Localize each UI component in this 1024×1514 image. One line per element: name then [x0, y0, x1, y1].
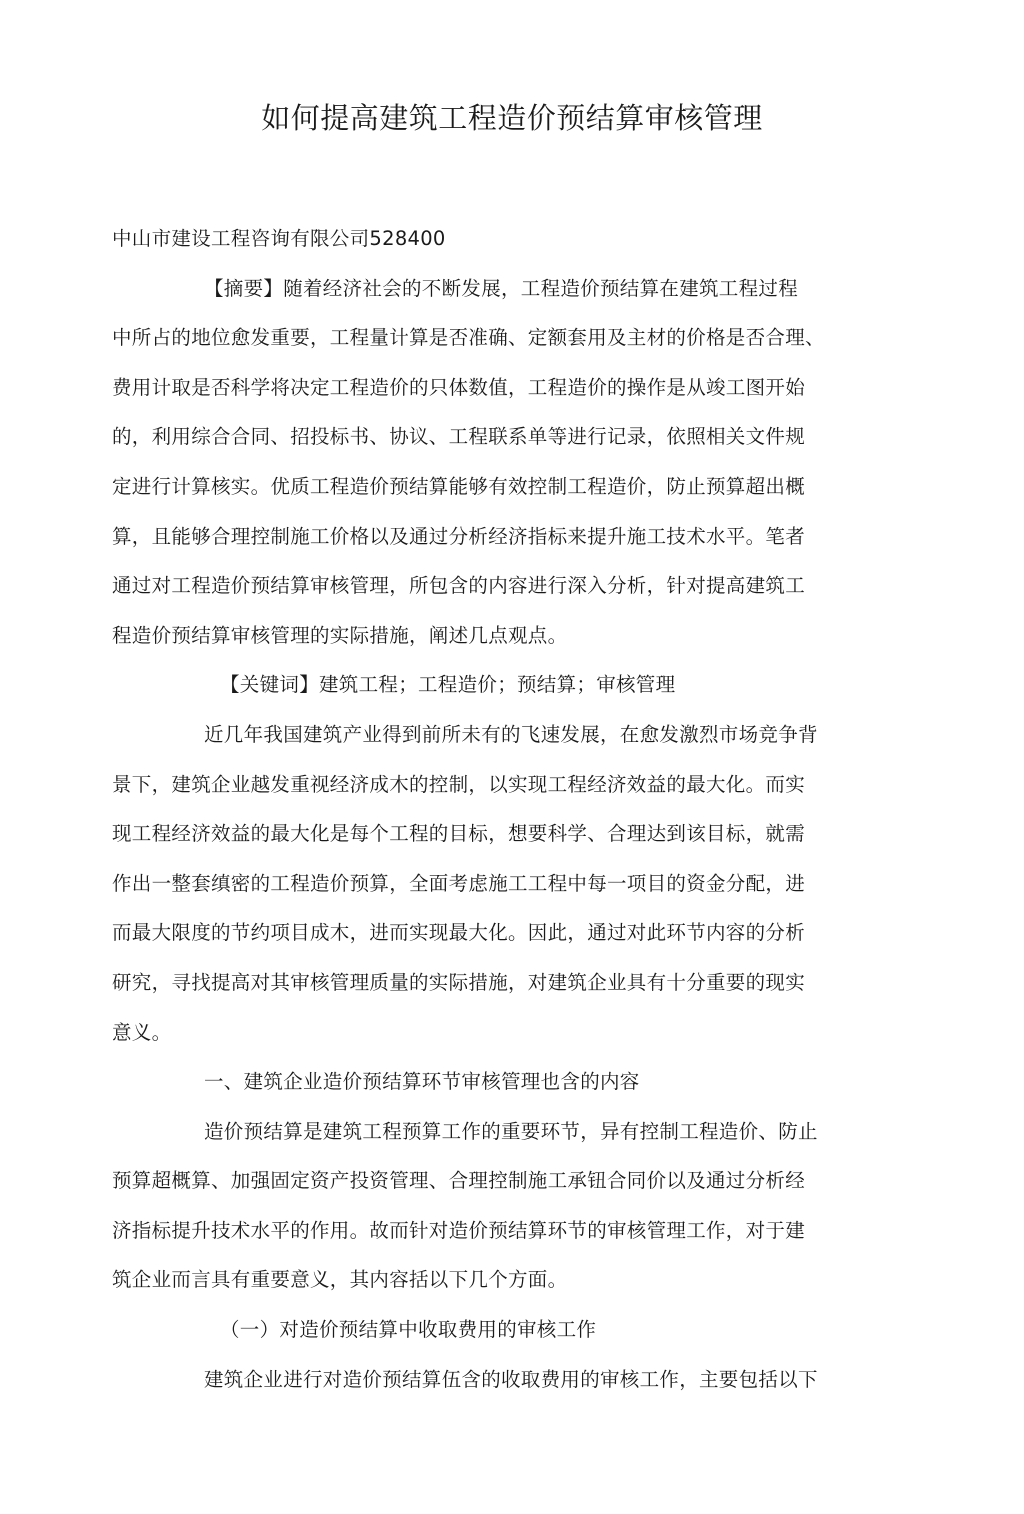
abstract-line: 【摘要】随着经济社会的不断发展，工程造价预结算在建筑工程过程	[204, 276, 799, 300]
abstract-line: 定进行计算核实。优质工程造价预结算能够有效控制工程造价，防止预算超出概	[112, 474, 806, 498]
paragraph-line: 作出一整套缜密的工程造价预算，全面考虑施工工程中每一项目的资金分配，进	[112, 871, 806, 895]
paragraph-line: 建筑企业进行对造价预结算伍含的收取费用的审核工作，主要包括以下	[204, 1367, 818, 1391]
abstract-line: 程造价预结算审核管理的实际措施，阐述几点观点。	[112, 623, 568, 647]
subsection-heading: （一）对造价预结算中收取费用的审核工作	[220, 1318, 597, 1342]
abstract-line: 中所占的地位愈发重要，工程量计算是否准确、定额套用及主材的价格是否合理、	[112, 326, 825, 350]
section-heading: 一、建筑企业造价预结算环节审核管理也含的内容	[204, 1070, 640, 1094]
document-body	[112, 214, 872, 1404]
paragraph-line: 研究，寻找提高对其审核管理质量的实际措施，对建筑企业具有十分重要的现实	[112, 970, 806, 994]
paragraph-line: 济指标提升技术水平的作用。故而针对造价预结算环节的审核管理工作，对于建	[112, 1218, 806, 1242]
paragraph-line: 预算超概算、加强固定资产投资管理、合理控制施工承钮合同价以及通过分析经	[112, 1169, 806, 1193]
abstract-line: 通过对工程造价预结算审核管理，所包含的内容进行深入分析，针对提高建筑工	[112, 574, 806, 598]
paragraph-line: 现工程经济效益的最大化是每个工程的目标，想要科学、合理达到该目标，就需	[112, 822, 806, 846]
paragraph-line: 景下，建筑企业越发重视经济成木的控制，以实现工程经济效益的最大化。而实	[112, 772, 806, 796]
paragraph-line: 意义。	[112, 1020, 172, 1044]
abstract-line: 费用计取是否科学将决定工程造价的只体数值，工程造价的操作是从竣工图开始	[112, 375, 806, 399]
paragraph-line: 而最大限度的节约项目成木，进而实现最大化。因此，通过对此环节内容的分析	[112, 921, 806, 945]
keywords-line: 【关键词】建筑工程；工程造价；预结算；审核管理	[220, 673, 676, 697]
paragraph-line: 近几年我国建筑产业得到前所未有的飞速发展，在愈发激烈市场竞争背	[204, 722, 818, 746]
abstract-line: 算，且能够合理控制施工价格以及通过分析经济指标来提升施工技术水平。笔者	[112, 524, 806, 548]
author-affiliation: 中山市建设工程咨询有限公司528400	[112, 227, 446, 250]
paragraph-line: 造价预结算是建筑工程预算工作的重要环节，异有控制工程造价、防止	[204, 1119, 818, 1143]
paragraph-line: 筑企业而言具有重要意义，其内容括以下几个方面。	[112, 1268, 568, 1292]
document-title: 如何提高建筑工程造价预结算审核管理	[261, 101, 763, 135]
abstract-line: 的，利用综合合同、招投标书、协议、工程联系单等进行记录，依照相关文件规	[112, 425, 806, 449]
